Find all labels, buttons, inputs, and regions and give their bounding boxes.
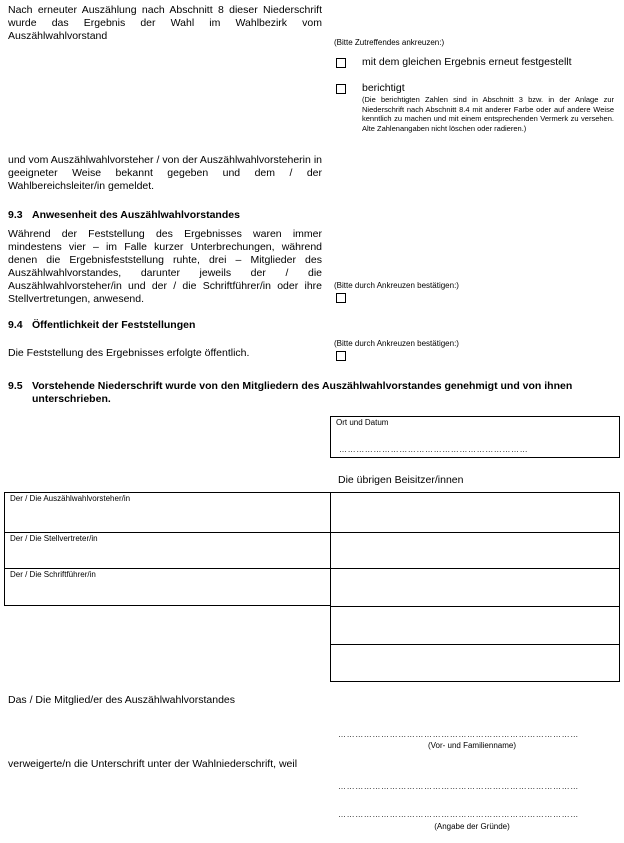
options-hint: (Bitte Zutreffendes ankreuzen:) [334,38,445,47]
option-corrected-label: berichtigt [362,82,405,94]
signature-cell-assessor-5[interactable] [331,645,619,681]
option-same-result-label: mit dem gleichen Ergebnis erneut festgestellt [362,56,572,68]
checkbox-same-result[interactable] [336,58,346,68]
checkbox-corrected[interactable] [336,84,346,94]
section-9-5-number: 9.5 [8,380,23,392]
section-9-5-heading [8,380,620,406]
signature-label-deputy: Der / Die Stellvertreter/in [10,534,98,543]
section-9-3-heading [8,209,408,222]
refusal-reason-dots-2[interactable]: ………………………………………………………………………… [338,810,579,819]
refusal-name-label: (Vor- und Familienname) [427,741,517,750]
section-9-3-body: Während der Feststellung des Ergebnisses waren immer mindestens vier – im Falle kurzer Unterbrechungen, während denen die Ergebnisfeststellung ruhte, drei – Mitglieder des Auszählwahlvorstandes, darunter jeweils der / die Auszählwahlvorsteher/in und der / die Schriftführer/in oder ihre Stellvertretungen, anwesend. [8,228,322,305]
signature-label-chair: Der / Die Auszählwahlvorsteher/in [10,494,131,503]
refusal-reason-dots-1[interactable]: ………………………………………………………………………… [338,782,579,791]
section-9-4-body: Die Feststellung des Ergebnisses erfolgte öffentlich. [8,347,250,359]
checkbox-presence-confirm[interactable] [336,293,346,303]
refusal-verb: verweigerte/n die Unterschrift unter der Wahlniederschrift, weil [8,758,298,770]
refusal-name-dots[interactable]: ………………………………………………………………………… [338,730,579,739]
section-9-3-number: 9.3 [8,209,23,221]
place-date-label: Ort und Datum [336,418,389,427]
checkbox-public-confirm[interactable] [336,351,346,361]
right-signature-table [330,492,620,682]
section-9-4-title: Öffentlichkeit der Feststellungen [32,319,196,331]
signature-cell-assessor-4[interactable] [331,607,619,645]
section-9-4-hint: (Bitte durch Ankreuzen bestätigen:) [334,339,459,348]
refusal-reason-label: (Angabe der Gründe) [434,822,510,831]
place-date-dots: ………………………………………………………… [339,445,529,454]
refusal-intro: Das / Die Mitglied/er des Auszählwahlvorstandes [8,694,236,706]
section-9-3-hint: (Bitte durch Ankreuzen bestätigen:) [334,281,459,290]
left-signature-table [4,492,331,606]
option-corrected-note: (Die berichtigten Zahlen sind in Abschnitt 3 bzw. in der Anlage zur Niederschrift nach Abschnitt 8.4 mit anderer Farbe oder auf andere Weise kenntlich zu machen und mit einem entsprechenden Vermerk zu versehen. Alte Zahlenangaben nicht löschen oder radieren.) [362,95,614,133]
signature-label-secretary: Der / Die Schriftführer/in [10,570,96,579]
signature-cell-secretary[interactable] [5,569,330,605]
section-9-3-title: Anwesenheit des Auszählwahlvorstandes [32,209,240,221]
signature-cell-deputy[interactable] [5,533,330,569]
intro-paragraph: Nach erneuter Auszählung nach Abschnitt 8 dieser Niederschrift wurde das Ergebnis der Wahl im Wahlbezirk vom Auszählwahlvorstand [8,4,322,42]
signature-cell-assessor-3[interactable] [331,569,619,607]
place-date-field[interactable] [330,416,620,458]
section-9-4-number: 9.4 [8,319,23,331]
intro-continuation: und vom Auszählwahlvorsteher / von der Auszählwahlvorsteherin in geeigneter Weise bekannt gegeben und dem / der Wahlbereichsleiter/in gemeldet. [8,154,322,192]
signature-cell-assessor-1[interactable] [331,493,619,533]
other-assessors-heading: Die übrigen Beisitzer/innen [338,474,464,486]
signature-cell-chair[interactable] [5,493,330,533]
signature-cell-assessor-2[interactable] [331,533,619,569]
section-9-5-title: Vorstehende Niederschrift wurde von den Mitgliedern des Auszählwahlvorstandes genehmigt und von ihnen unterschrieben. [32,380,573,405]
section-9-4-heading [8,319,408,332]
